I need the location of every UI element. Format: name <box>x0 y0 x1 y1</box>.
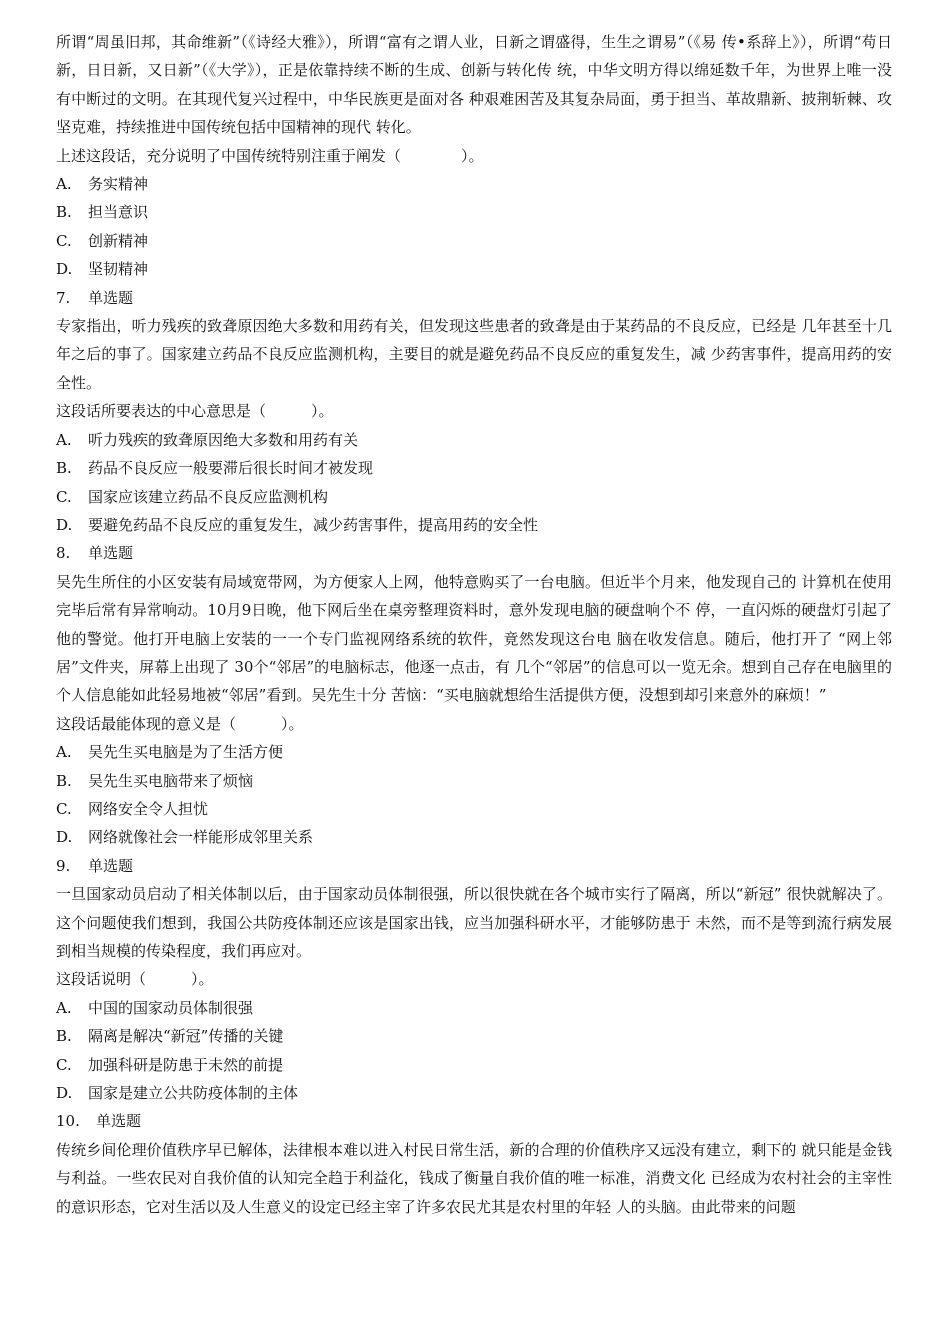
question-number: 10. <box>56 1112 80 1131</box>
q7-option-d <box>56 511 892 539</box>
option-text: 听力残疾的致聋原因绝大多数和用药有关 <box>88 430 359 449</box>
option-label: D. <box>56 828 73 847</box>
q6-passage: 所谓“周虽旧邦，其命维新”（《诗经大雅》），所谓“富有之谓人业，日新之谓盛得，生生之谓易”（《易 传•系辞上》），所谓“苟日新，日日新，又日新”（《大学》），正是依靠持续不断的生成、创新与转化传 统，中华文明方得以绵延数千年，为世界上唯一没有中断过的文明。在其现代复兴过程中，中华民族更是面对各 种艰难困苦及其复杂局面，勇于担当、革故鼎新、披荆斩棘、攻坚克难，持续推进中国传统包括中国精神的现代 转化。 <box>56 33 892 137</box>
option-text: 担当意识 <box>88 203 149 222</box>
option-label: C. <box>56 231 72 250</box>
q7-passage: 专家指出，听力残疾的致聋原因绝大多数和用药有关，但发现这些患者的致聋是由于某药品的不良反应，已经是 几年甚至十几年之后的事了。国家建立药品不良反应监测机构，主要目的就是避免药品不良反应的重复发生，减 少药害事件，提高用药的安全性。 <box>56 317 892 392</box>
question-type: 单选题 <box>88 288 134 307</box>
q7-option-b <box>56 454 892 482</box>
q9-option-a <box>56 994 892 1022</box>
question-type: 单选题 <box>88 856 134 875</box>
option-label: D. <box>56 515 73 534</box>
option-text: 药品不良反应一般要滞后很长时间才被发现 <box>88 459 374 478</box>
q6-option-c <box>56 227 892 255</box>
q8-stem: 这段话最能体现的意义是（ ）。 <box>56 714 304 733</box>
q8-option-c <box>56 795 892 823</box>
q6-stem: 上述这段话，充分说明了中国传统特别注重于阐发（ ）。 <box>56 146 484 165</box>
question-number: 7. <box>56 288 71 307</box>
option-label: A. <box>56 998 72 1017</box>
option-text: 坚韧精神 <box>88 260 149 279</box>
option-text: 创新精神 <box>88 231 149 250</box>
q6-option-b <box>56 198 892 226</box>
option-label: B. <box>56 771 72 790</box>
q7-option-c <box>56 483 892 511</box>
q8-option-a <box>56 738 892 766</box>
option-text: 吴先生买电脑是为了生活方便 <box>88 743 284 762</box>
option-label: A. <box>56 175 72 194</box>
q9-option-c <box>56 1051 892 1079</box>
q8-passage: 吴先生所住的小区安装有局域宽带网，为方便家人上网，他特意购买了一台电脑。但近半个月来，他发现自己的 计算机在使用完毕后常有异常响动。10月9日晚，他下网后坐在桌旁整理资料时，意外发现电脑的硬盘响个不 停，一直闪烁的硬盘灯引起了他的警觉。他打开电脑上安装的一一个专门监视网络系统的软件，竟然发现这台电 脑在收发信息。随后，他打开了 “网上邻居”文件夹，屏幕上出现了 30个“邻居”的电脑标志，他逐一点击，有 几个“邻居”的信息可以一览无余。想到自己存在电脑里的个人信息能如此轻易地被“邻居”看到。吴先生十分 苦恼：“买电脑就想给生活提供方便，没想到却引来意外的麻烦！” <box>56 572 892 705</box>
option-label: B. <box>56 203 72 222</box>
option-text: 吴先生买电脑带来了烦恼 <box>88 771 254 790</box>
question-number: 8. <box>56 544 71 563</box>
q7-header <box>56 284 892 312</box>
q8-header <box>56 539 892 567</box>
option-label: C. <box>56 799 72 818</box>
q9-passage: 一旦国家动员启动了相关体制以后，由于国家动员体制很强，所以很快就在各个城市实行了隔离，所以“新冠” 很快就解决了。这个问题使我们想到，我国公共防疫体制还应该是国家出钱，应当加强科研水平，才能够防患于 未然，而不是等到流行病发展到相当规模的传染程度，我们再应对。 <box>56 885 892 960</box>
option-text: 加强科研是防患于未然的前提 <box>88 1055 284 1074</box>
option-label: B. <box>56 459 72 478</box>
q6-option-d <box>56 255 892 283</box>
q10-header <box>56 1107 892 1135</box>
option-label: C. <box>56 1055 72 1074</box>
q10-passage: 传统乡间伦理价值秩序早已解体，法律根本难以进入村民日常生活，新的合理的价值秩序又远没有建立，剩下的 就只能是金钱与利益。一些农民对自我价值的认知完全趋于利益化，钱成了衡量自我价值的唯一标准，消费文化 已经成为农村社会的主宰性的意识形态，它对生活以及人生意义的设定已经主宰了许多农民尤其是农村里的年轻 人的头脑。由此带来的问题 <box>56 1140 892 1216</box>
option-label: B. <box>56 1027 72 1046</box>
q7-stem: 这段话所要表达的中心意思是（ ）。 <box>56 402 334 421</box>
option-label: D. <box>56 1084 73 1103</box>
q7-option-a <box>56 426 892 454</box>
q8-option-d <box>56 823 892 851</box>
option-text: 国家应该建立药品不良反应监测机构 <box>88 487 329 506</box>
q9-header <box>56 852 892 880</box>
option-text: 务实精神 <box>88 175 149 194</box>
question-type: 单选题 <box>88 544 134 563</box>
option-label: A. <box>56 430 72 449</box>
option-text: 网络安全令人担忧 <box>88 799 209 818</box>
option-text: 要避免药品不良反应的重复发生，减少药害事件，提高用药的安全性 <box>88 515 539 534</box>
option-label: D. <box>56 260 73 279</box>
question-number: 9. <box>56 856 71 875</box>
document-page <box>56 28 892 1221</box>
option-text: 中国的国家动员体制很强 <box>88 998 254 1017</box>
q9-option-d <box>56 1079 892 1107</box>
q8-option-b <box>56 767 892 795</box>
option-text: 隔离是解决“新冠”传播的关键 <box>88 1027 284 1046</box>
q9-option-b <box>56 1022 892 1050</box>
q6-option-a <box>56 170 892 198</box>
option-text: 国家是建立公共防疫体制的主体 <box>88 1084 299 1103</box>
option-text: 网络就像社会一样能形成邻里关系 <box>88 828 314 847</box>
option-label: C. <box>56 487 72 506</box>
question-type: 单选题 <box>96 1112 142 1131</box>
q9-stem: 这段话说明（ ）。 <box>56 970 214 989</box>
option-label: A. <box>56 743 72 762</box>
